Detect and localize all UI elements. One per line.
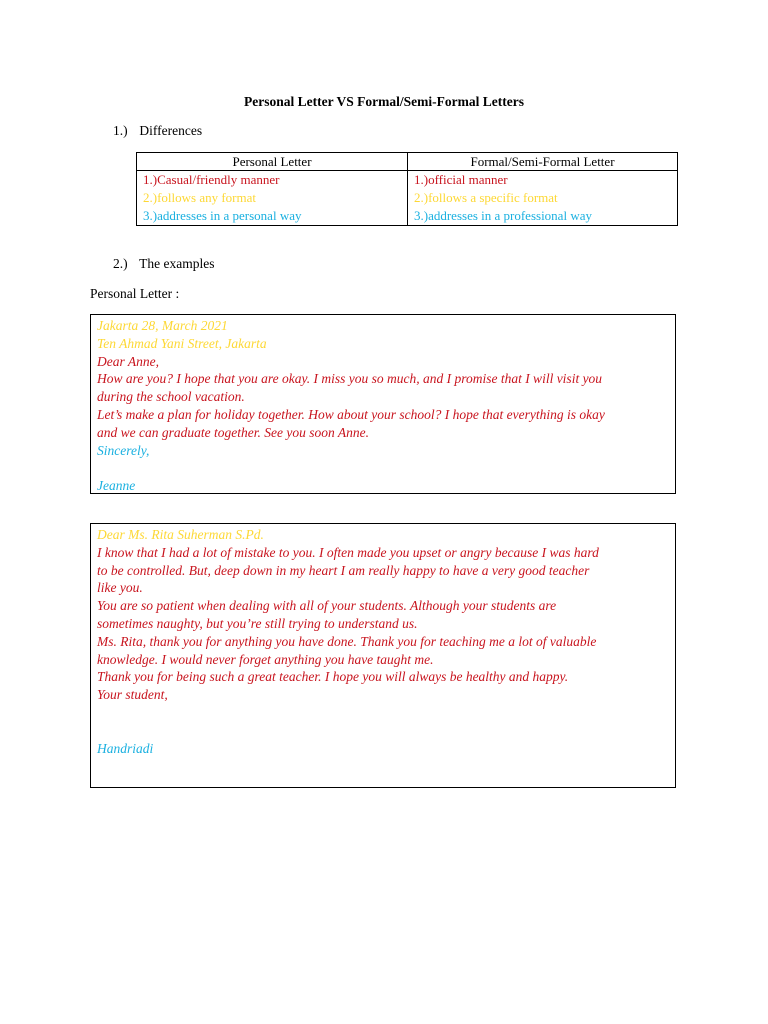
document-title: Personal Letter VS Formal/Semi-Formal Letters <box>244 94 524 109</box>
column-header-personal: Personal Letter <box>137 153 408 171</box>
letter-body-line: I know that I had a lot of mistake to you. I often made you upset or angry because I was hard <box>97 544 599 560</box>
letter-signature: Jeanne <box>97 478 136 494</box>
letter-body-line: like you. <box>97 580 143 596</box>
letter-closing: Sincerely, <box>97 442 150 458</box>
formal-point-2: 2.)follows a specific format <box>414 190 558 205</box>
letter-body-line: Let’s make a plan for holiday together. How about your school? I hope that everything is okay <box>97 406 605 422</box>
letter-example-1 <box>90 314 676 494</box>
formal-cell <box>408 171 678 226</box>
personal-point-2: 2.)follows any format <box>143 190 257 205</box>
letter-body-line: Thank you for being such a great teacher. I hope you will always be healthy and happy. <box>97 669 569 685</box>
letter-body-line: to be controlled. But, deep down in my heart I am really happy to have a very good teacher <box>97 562 590 578</box>
letter-address: Ten Ahmad Yani Street, Jakarta <box>97 335 267 351</box>
letter-example-2 <box>90 523 676 788</box>
personal-letter-label: Personal Letter : <box>90 286 180 301</box>
letter-date: Jakarta 28, March 2021 <box>97 318 228 333</box>
personal-point-1: 1.)Casual/friendly manner <box>143 172 280 187</box>
letter-body-line: How are you? I hope that you are okay. I miss you so much, and I promise that I will visit you <box>97 371 603 387</box>
blank-line <box>97 704 669 722</box>
table-header-row <box>137 153 678 171</box>
letter-body-line: Ms. Rita, thank you for anything you have done. Thank you for teaching me a lot of valuable <box>97 633 597 649</box>
section-differences-heading <box>113 123 202 139</box>
letter-body-line: sometimes naughty, but you’re still trying to understand us. <box>97 615 418 631</box>
letter-signature: Handriadi <box>97 740 154 756</box>
section-number: 2.) <box>113 256 128 271</box>
blank-line <box>97 459 669 477</box>
formal-point-3: 3.)addresses in a professional way <box>414 208 592 223</box>
letter-closing: Your student, <box>97 687 168 703</box>
letter-body-line: You are so patient when dealing with all of your students. Although your students are <box>97 598 557 614</box>
letter-body-line: during the school vacation. <box>97 389 245 405</box>
section-examples-heading <box>113 256 215 272</box>
blank-line <box>97 722 669 740</box>
letter-greeting: Dear Anne, <box>97 353 159 369</box>
letter-greeting: Dear Ms. Rita Suherman S.Pd. <box>97 527 264 542</box>
personal-point-3: 3.)addresses in a personal way <box>143 208 302 223</box>
letter-body-line: and we can graduate together. See you soon Anne. <box>97 424 369 440</box>
column-header-formal: Formal/Semi-Formal Letter <box>408 153 678 171</box>
personal-cell <box>137 171 408 226</box>
section-label: The examples <box>139 256 215 271</box>
letter-body-line: knowledge. I would never forget anything you have taught me. <box>97 651 434 667</box>
differences-table <box>136 152 678 226</box>
table-row <box>137 171 678 226</box>
formal-point-1: 1.)official manner <box>414 172 508 187</box>
section-label: Differences <box>139 123 203 138</box>
section-number: 1.) <box>113 123 128 138</box>
